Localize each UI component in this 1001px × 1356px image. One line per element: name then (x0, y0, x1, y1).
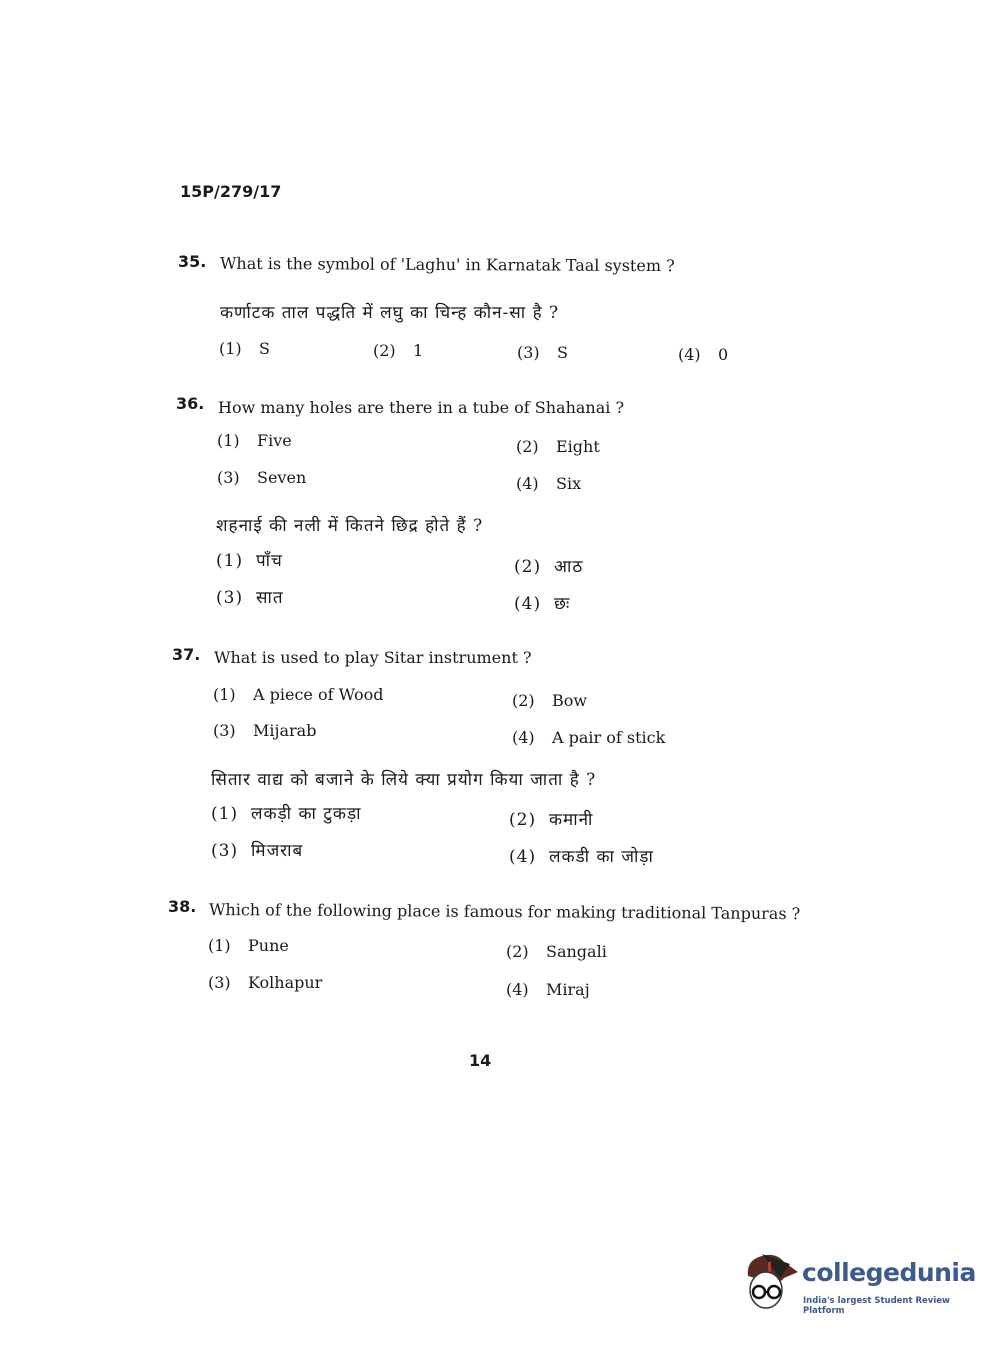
paper-code: 15P/279/17 (180, 182, 282, 201)
hindi-option-4: (4) छः (514, 594, 571, 614)
question-text: What is the symbol of 'Laghu' in Karnatak Taal system ? (219, 253, 675, 276)
option-1: (1) Pune (208, 936, 289, 955)
question-number: 37. (172, 645, 201, 664)
question-text-hindi: कर्णाटक ताल पद्धति में लघु का चिन्ह कौन-सा है ? (220, 303, 560, 323)
hindi-option-4: (4) लकडी का जोड़ा (509, 847, 654, 867)
question-number: 35. (178, 252, 207, 271)
option-3: (3) S (517, 343, 568, 362)
hindi-option-2: (2) कमानी (509, 810, 594, 830)
brand-tagline: India's largest Student Review Platform (803, 1296, 950, 1316)
option-2: (2) Eight (516, 437, 600, 456)
question-text: Which of the following place is famous for making traditional Tanpuras ? (208, 900, 801, 924)
hindi-option-1: (1) पाँच (216, 551, 283, 571)
option-1: (1) Five (217, 431, 292, 450)
option-4: (4) 0 (678, 345, 729, 364)
option-2: (2) 1 (373, 341, 424, 360)
mascot-icon (740, 1248, 800, 1318)
option-2: (2) Bow (512, 691, 588, 710)
hindi-option-1: (1) लकड़ी का टुकड़ा (211, 804, 362, 824)
hindi-option-3: (3) सात (216, 588, 284, 608)
option-4: (4) A pair of stick (512, 728, 666, 747)
brand-name: collegedunia (802, 1258, 976, 1287)
question-text: What is used to play Sitar instrument ? (214, 648, 532, 667)
option-3: (3) Mijarab (213, 721, 317, 740)
hindi-option-3: (3) मिजराब (211, 841, 304, 861)
question-number: 38. (168, 897, 197, 916)
page-number: 14 (469, 1051, 492, 1070)
question-text: How many holes are there in a tube of Shahanai ? (218, 398, 625, 417)
question-text-hindi: सितार वाद्य को बजाने के लिये क्या प्रयोग किया जाता है ? (211, 770, 597, 790)
option-4: (4) Six (516, 474, 582, 493)
option-2: (2) Sangali (506, 942, 607, 961)
question-number: 36. (176, 394, 205, 413)
hindi-option-2: (2) आठ (514, 557, 584, 577)
option-3: (3) Seven (217, 468, 307, 487)
option-3: (3) Kolhapur (208, 973, 323, 992)
option-4: (4) Miraj (506, 980, 590, 999)
option-1: (1) A piece of Wood (213, 685, 384, 704)
question-text-hindi: शहनाई की नली में कितने छिद्र होते हैं ? (216, 516, 484, 536)
collegedunia-watermark (740, 1248, 976, 1318)
option-1: (1) S (219, 339, 270, 358)
